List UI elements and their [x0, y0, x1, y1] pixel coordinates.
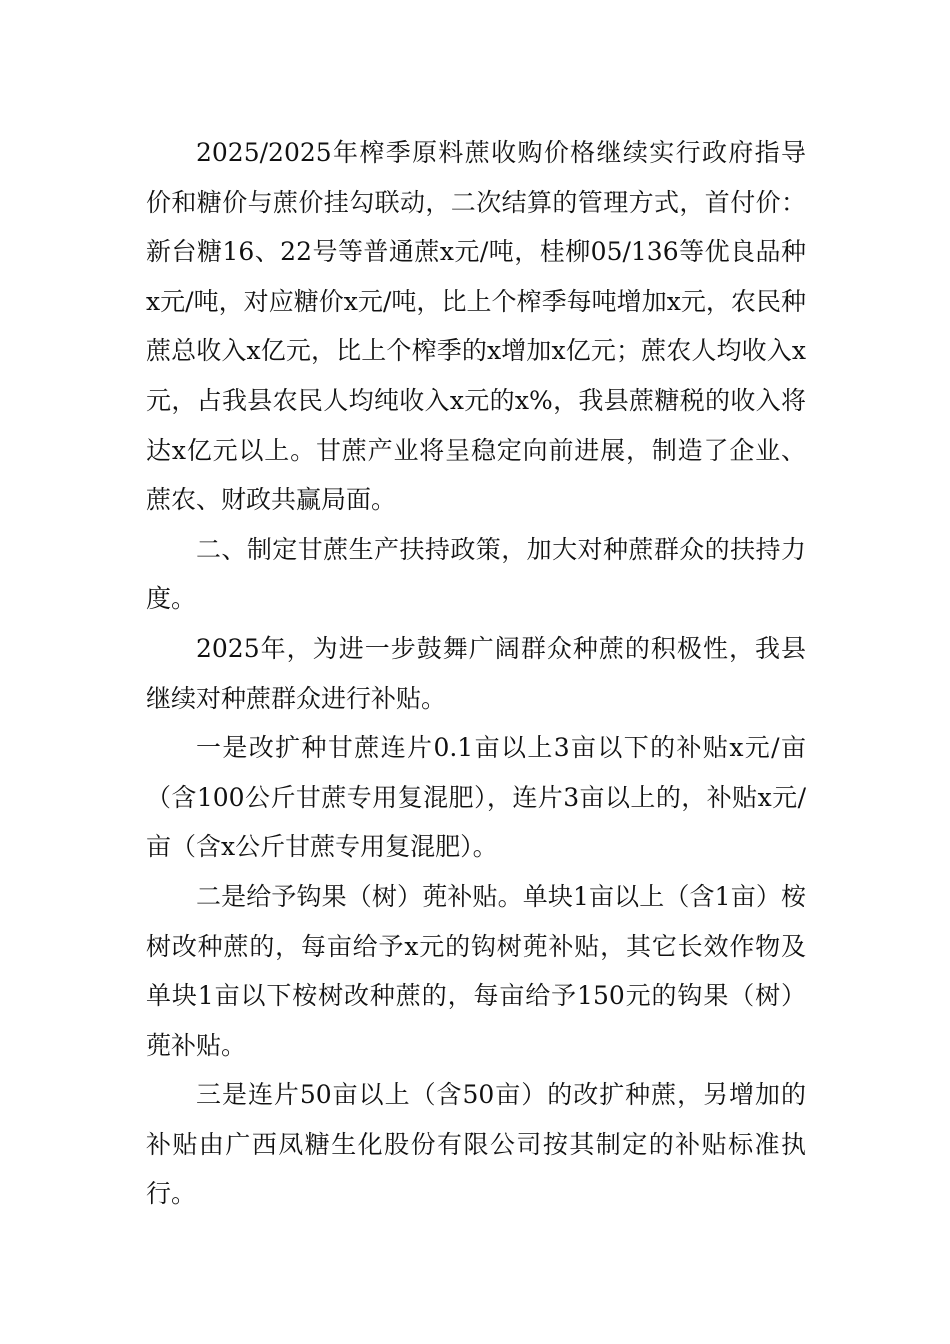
- paragraph-subsidy-item-2: 二是给予钩果（树）蔸补贴。单块1亩以上（含1亩）桉树改种蔗的，每亩给予x元的钩树蔸补贴，其它长效作物及单块1亩以下桉树改种蔗的，每亩给予150元的钩果（树）蔸补贴。: [146, 881, 806, 1060]
- paragraph-subsidy-item-1: 一是改扩种甘蔗连片0.1亩以上3亩以下的补贴x元/亩（含100公斤甘蔗专用复混肥），连片3亩以上的，补贴x元/亩（含x公斤甘蔗专用复混肥）。: [146, 733, 806, 862]
- paragraph-subsidy-item-3: 三是连片50亩以上（含50亩）的改扩种蔗，另增加的补贴由广西凤糖生化股份有限公司按其制定的补贴标准执行。: [146, 1080, 806, 1209]
- document-body: [146, 128, 806, 1219]
- paragraph-section-heading-2: 二、制定甘蔗生产扶持政策，加大对种蔗群众的扶持力度。: [146, 534, 806, 614]
- paragraph-purchase-price: 2025/2025年榨季原料蔗收购价格继续实行政府指导价和糖价与蔗价挂勾联动，二次结算的管理方式，首付价：新台糖16、22号等普通蔗x元/吨，桂柳05/136等优良品种x元/吨，对应糖价x元/吨，比上个榨季每吨增加x元，农民种蔗总收入x亿元，比上个榨季的x增加x亿元；蔗农人均收入x元，占我县农民人均纯收入x元的x%，我县蔗糖税的收入将达x亿元以上。甘蔗产业将呈稳定向前进展，制造了企业、蔗农、财政共赢局面。: [146, 138, 806, 515]
- paragraph-subsidy-intro: 2025年，为进一步鼓舞广阔群众种蔗的积极性，我县继续对种蔗群众进行补贴。: [146, 633, 806, 713]
